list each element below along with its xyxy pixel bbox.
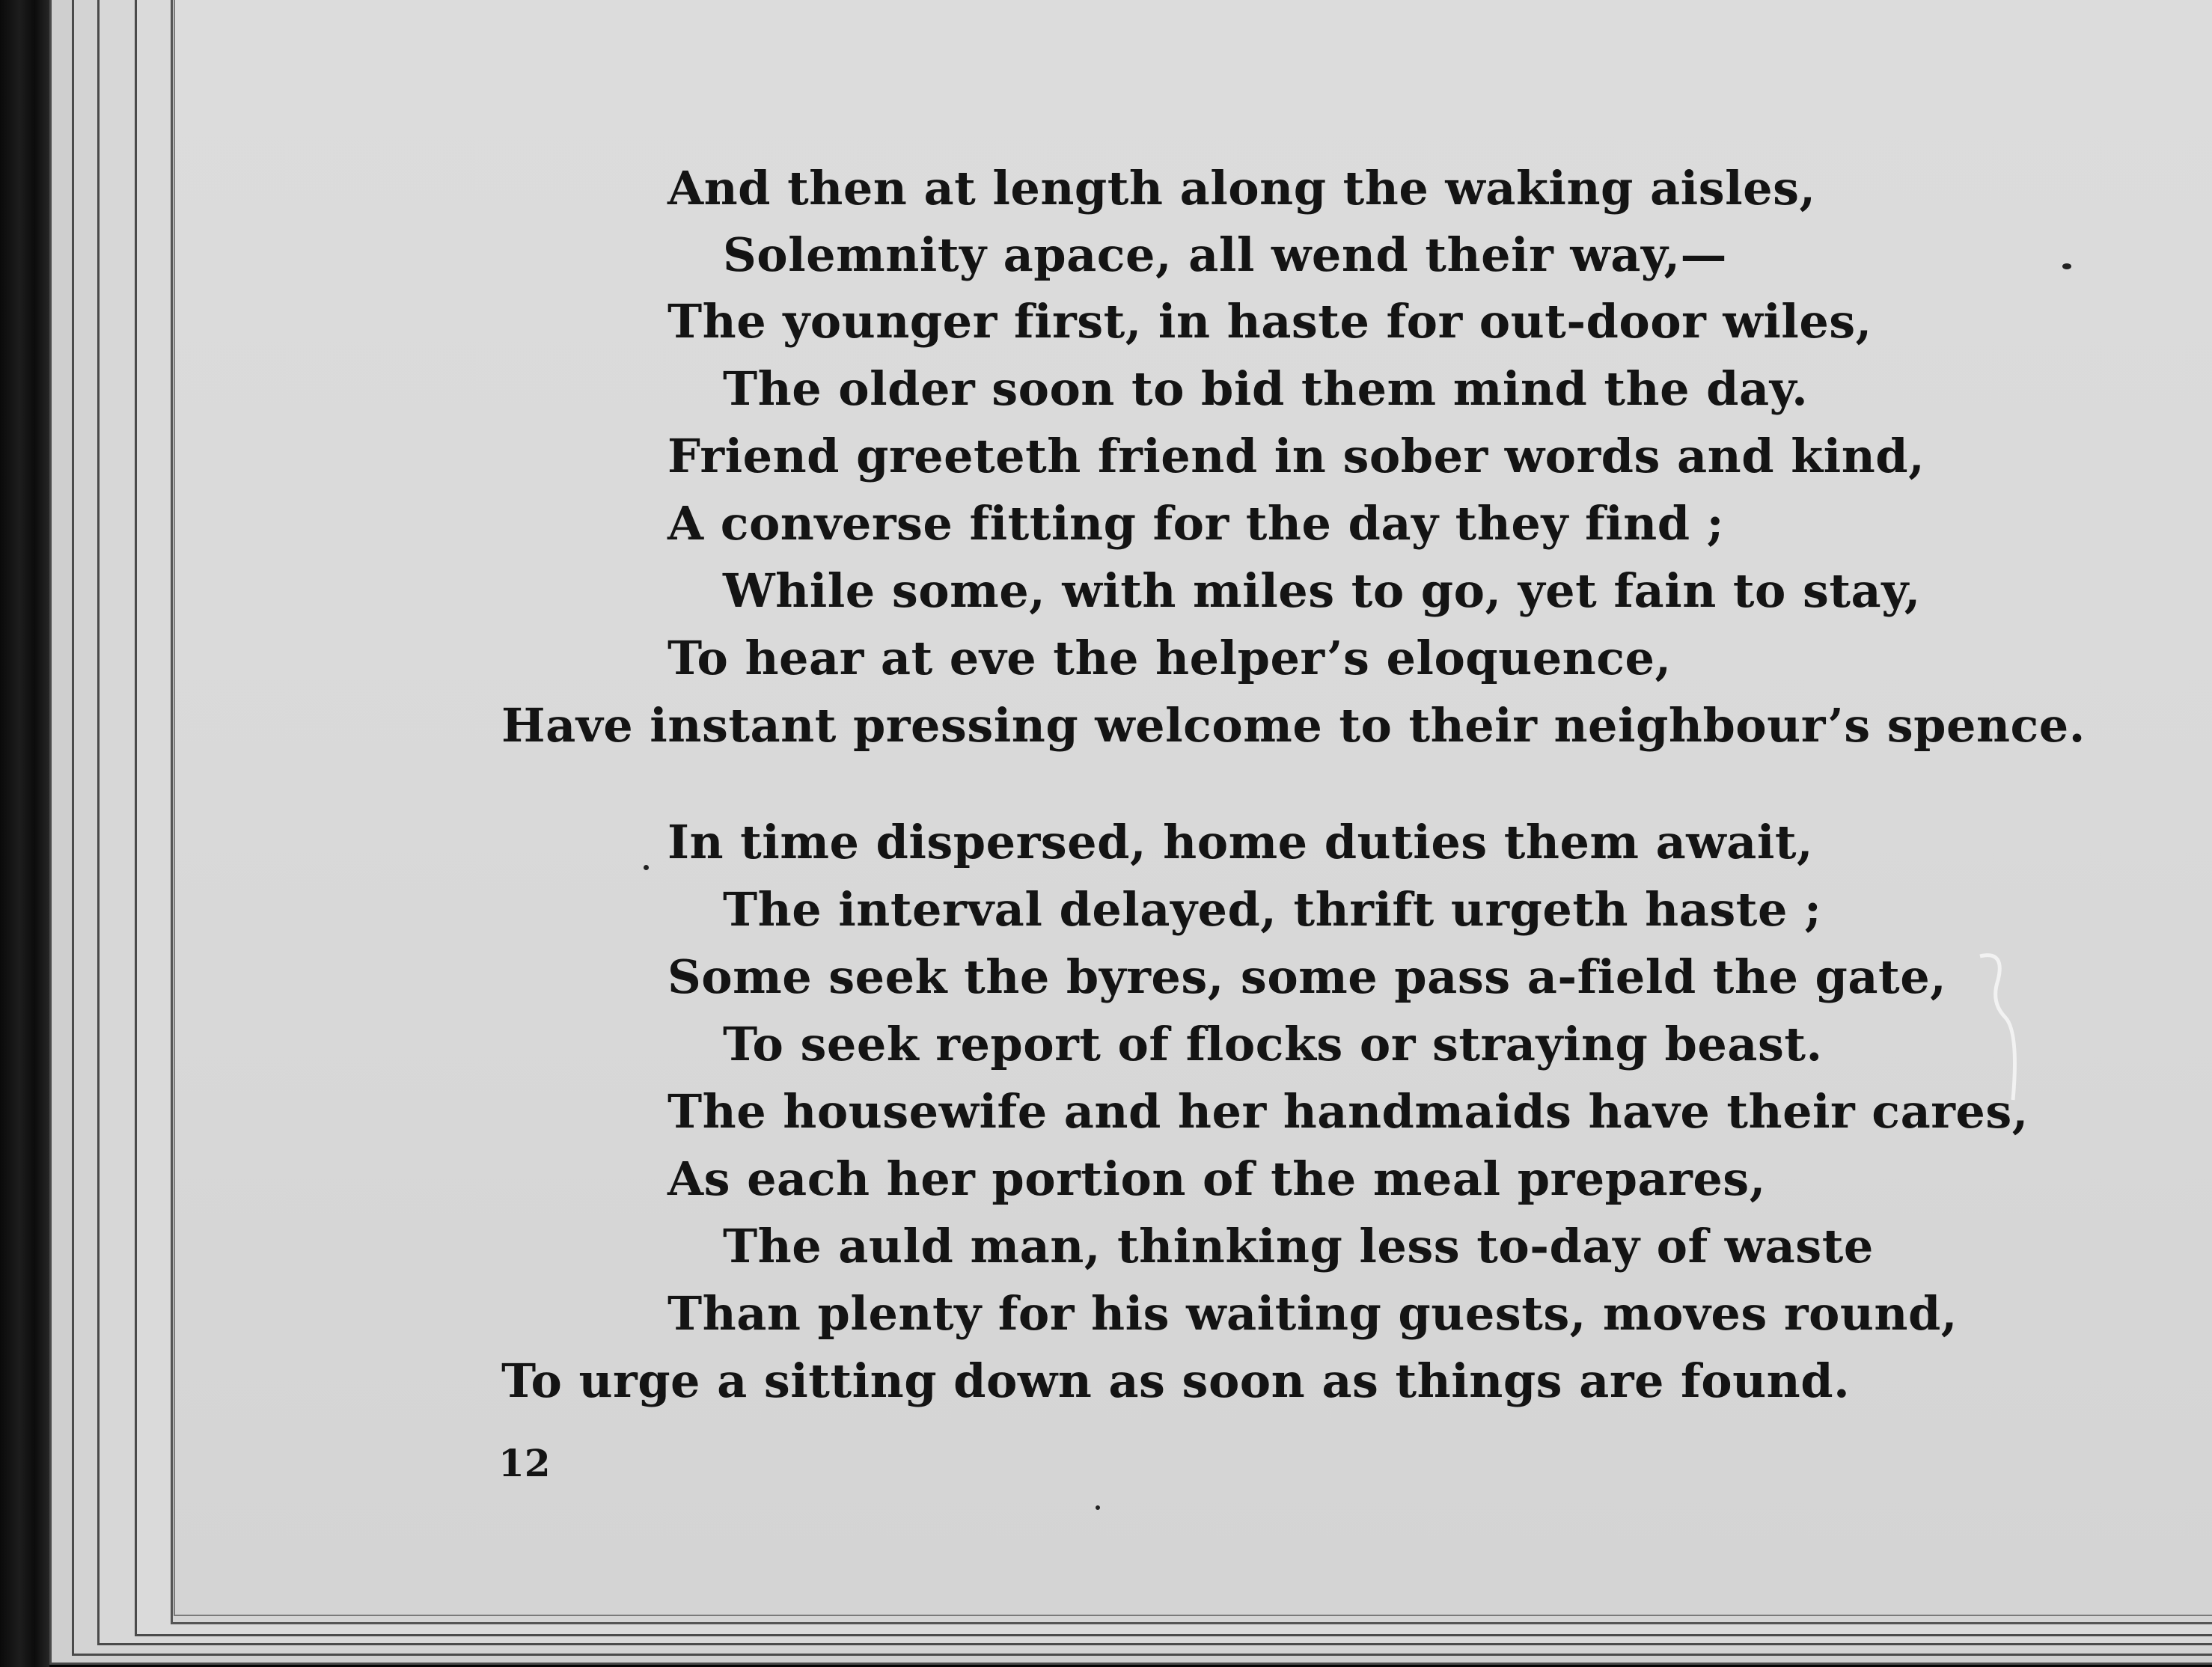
- poem-line: Some seek the byres, some pass a-field the gate,: [667, 949, 1947, 1004]
- poem-line: The interval delayed, thrift urgeth haste ;: [723, 882, 1822, 937]
- page-number: 12: [498, 1441, 551, 1485]
- poem-line: While some, with miles to go, yet fain to stay,: [723, 563, 1921, 618]
- poem-line: A converse fitting for the day they find ;: [667, 496, 1725, 551]
- poem-line: The auld man, thinking less to-day of waste: [723, 1219, 1874, 1273]
- poem-line: The younger first, in haste for out-door wiles,: [667, 294, 1872, 349]
- poem-line: To urge a sitting down as soon as things are found.: [501, 1354, 1851, 1408]
- poem-line: In time dispersed, home duties them await,: [667, 815, 1814, 869]
- poem-line: Friend greeteth friend in sober words and kind,: [667, 429, 1925, 483]
- poem-line: To seek report of flocks or straying beast.: [723, 1017, 1823, 1071]
- poem-line: Have instant pressing welcome to their neighbour’s spence.: [501, 698, 2086, 753]
- poem-line: And then at length along the waking aisles,: [667, 161, 1816, 215]
- poem-line: To hear at eve the helper’s eloquence,: [667, 631, 1672, 685]
- poem-line: As each her portion of the meal prepares,: [667, 1151, 1766, 1206]
- poem-line: The older soon to bid them mind the day.: [723, 361, 1809, 416]
- poem-line: Solemnity apace, all wend their way,—: [723, 227, 1728, 282]
- poem-line: The housewife and her handmaids have their cares,: [667, 1084, 2029, 1139]
- poem-line: Than plenty for his waiting guests, moves round,: [667, 1286, 1958, 1341]
